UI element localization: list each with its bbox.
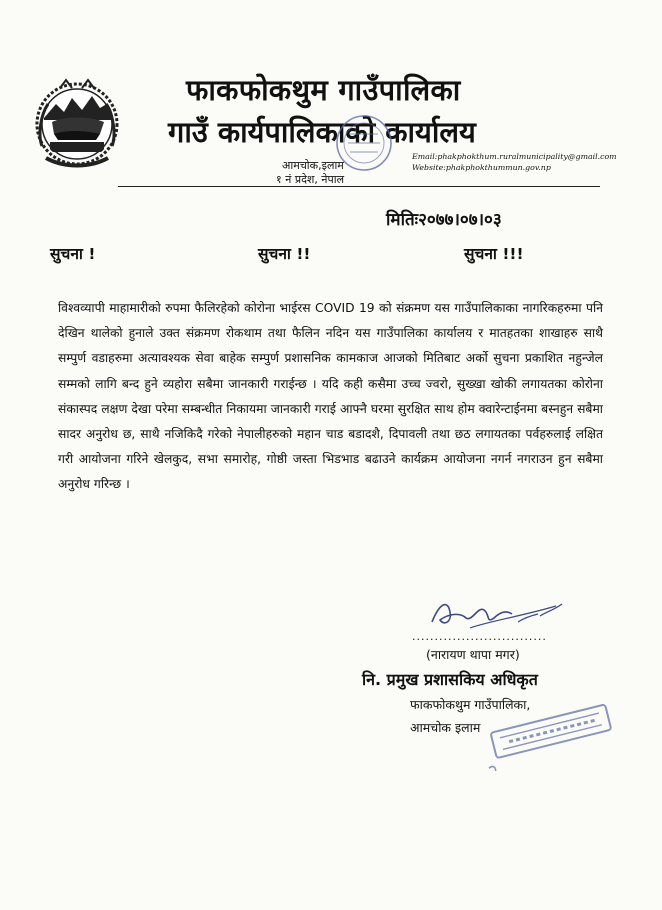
contact-info bbox=[412, 151, 617, 173]
signatory-name: (नारायण थापा मगर) bbox=[426, 647, 520, 662]
website-text: Website:phakphokthummun.gov.np bbox=[412, 163, 551, 172]
notice-heading-1: सुचना ! bbox=[50, 245, 96, 263]
email-text: Email:phakphokthum.ruralmunicipality@gmail.com bbox=[412, 152, 617, 161]
officer-stamp-icon bbox=[478, 693, 618, 771]
notice-heading-3: सुचना !!! bbox=[464, 245, 524, 263]
signature-line: .............................. bbox=[412, 630, 547, 643]
handwritten-signature-icon bbox=[426, 592, 576, 634]
notice-body: विश्वव्यापी माहामारीको रुपमा फैलिरहेको कोरोना भाईरस COVID 19 को संक्रमण यस गाउँपालिकाका नागरिकहरुमा पनि देखिन थालेको हुनाले उक्त संक्रमण रोकथाम तथा फैलिन नदिन यस गाउँपालिका कार्यालय र मातहतका शाखाहरु साथै सम्पुर्ण वडाहरुमा अत्यावश्यक सेवा बाहेक सम्पुर्ण प्रशासनिक कामकाज आजको मितिबाट अर्को सुचना प्रकाशित नहुन्जेल सम्मको लागि बन्द हुने व्यहोरा सबैमा जानकारी गराईन्छ । यदि कही कसैमा उच्च ज्वरो, सुख्खा खोकी लगायतका कोरोना संकास्पद लक्षण देखा परेमा सम्बन्धीत निकायमा जानकारी गराई आफ्नै घरमा सुरक्षित साथ होम क्वारेन्टाईनमा बस्नहुन सबैमा सादर अनुरोध छ, साथै नजिकिदै गरेको नेपालीहरुको महान चाड बडादशै, दिपावली तथा छठ लगायतका पर्वहरुलाई लक्षित गरी आयोजना गरिने खेलकुद, सभा समारोह, गोष्ठी जस्ता भिडभाड बढाउने कार्यक्रम आयोजना नगर्न नगराउन हुन सबैमा अनुरोध गरिन्छ । bbox=[58, 301, 603, 492]
notice-heading-2: सुचना !! bbox=[258, 245, 311, 263]
office-title: फाकफोकथुम गाउँपालिका bbox=[186, 73, 461, 107]
address-line-1: आमचोक,इलाम bbox=[282, 159, 344, 172]
notice-date: मितिः२०७७।०७।०३ bbox=[386, 210, 502, 230]
header-divider bbox=[118, 186, 600, 187]
nepal-emblem-icon bbox=[34, 76, 120, 172]
signatory-designation: नि. प्रमुख प्रशासकिय अधिकृत bbox=[362, 670, 538, 689]
office-subtitle: गाउँ कार्यपालिकाको कार्यालय bbox=[168, 115, 476, 149]
signatory-office: फाकफोकथुम गाउँपालिका, bbox=[410, 697, 531, 712]
signatory-location: आमचोक इलाम bbox=[410, 720, 481, 735]
address-line-2: १ नं प्रदेश, नेपाल bbox=[276, 173, 345, 186]
